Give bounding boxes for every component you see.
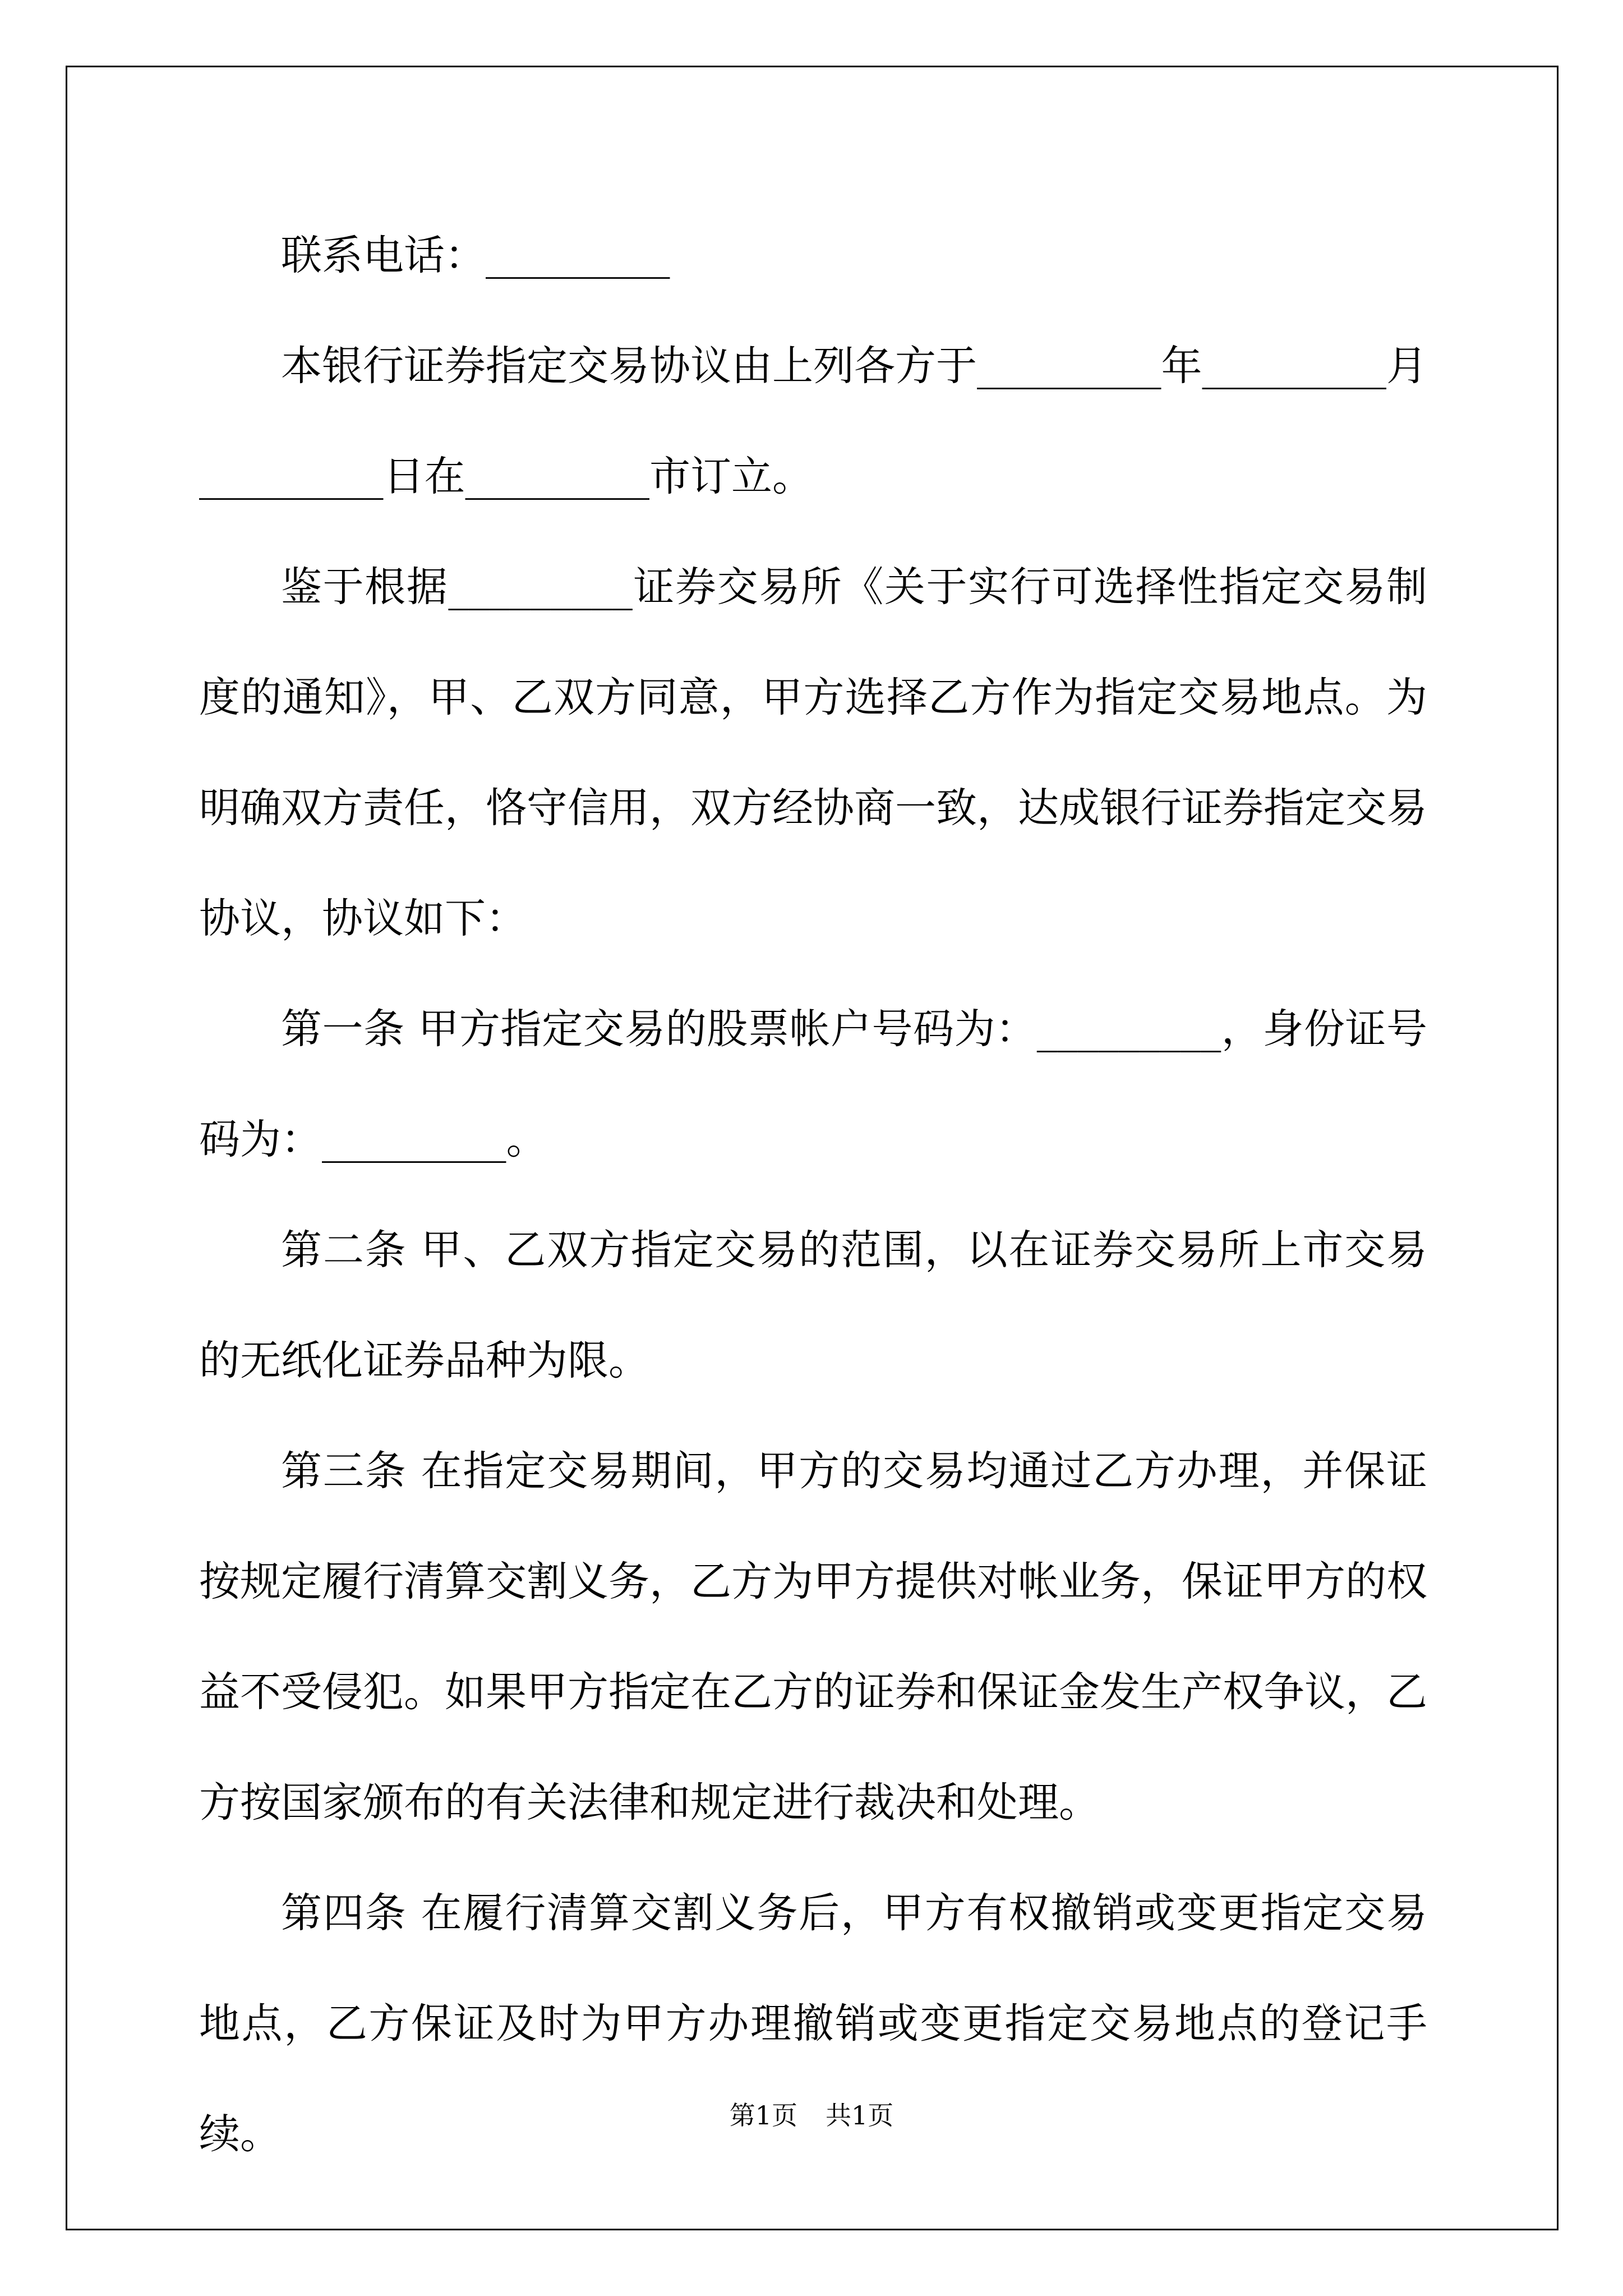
paragraph-article-2: 第二条 甲、乙双方指定交易的范围，以在证券交易所上市交易的无纸化证券品种为限。 (199, 1226, 1427, 1384)
page-number-current: 第1页 (729, 2100, 797, 2131)
paragraph-preamble: 鉴于根据_________证券交易所《关于实行可选择性指定交易制度的通知》，甲、乙双方同意，甲方选择乙方作为指定交易地点。为明确双方责任，恪守信用，双方经协商一致，达成银行证券指定交易协议，协议如下： (199, 563, 1427, 942)
paragraph-article-3: 第三条 在指定交易期间，甲方的交易均通过乙方办理，并保证按规定履行清算交割义务，乙方为甲方提供对帐业务，保证甲方的权益不受侵犯。如果甲方指定在乙方的证券和保证金发生产权争议，乙方按国家颁布的有关法律和规定进行裁决和处理。 (199, 1447, 1427, 1826)
paragraph-contact-phone: 联系电话：_________ (281, 232, 670, 279)
paragraph-article-4: 第四条 在履行清算交割义务后，甲方有权撤销或变更指定交易地点，乙方保证及时为甲方办理撤销或变更指定交易地点的登记手续。 (199, 1889, 1427, 2158)
paragraph-agreement-date: 本银行证券指定交易协议由上列各方于_________年_________月_________日在_________市订立。 (199, 342, 1427, 500)
page-number-total: 共1页 (826, 2100, 894, 2131)
paragraph-article-1: 第一条 甲方指定交易的股票帐户号码为：_________，身份证号码为：_________。 (199, 1005, 1427, 1163)
page-footer (0, 2095, 1623, 2132)
